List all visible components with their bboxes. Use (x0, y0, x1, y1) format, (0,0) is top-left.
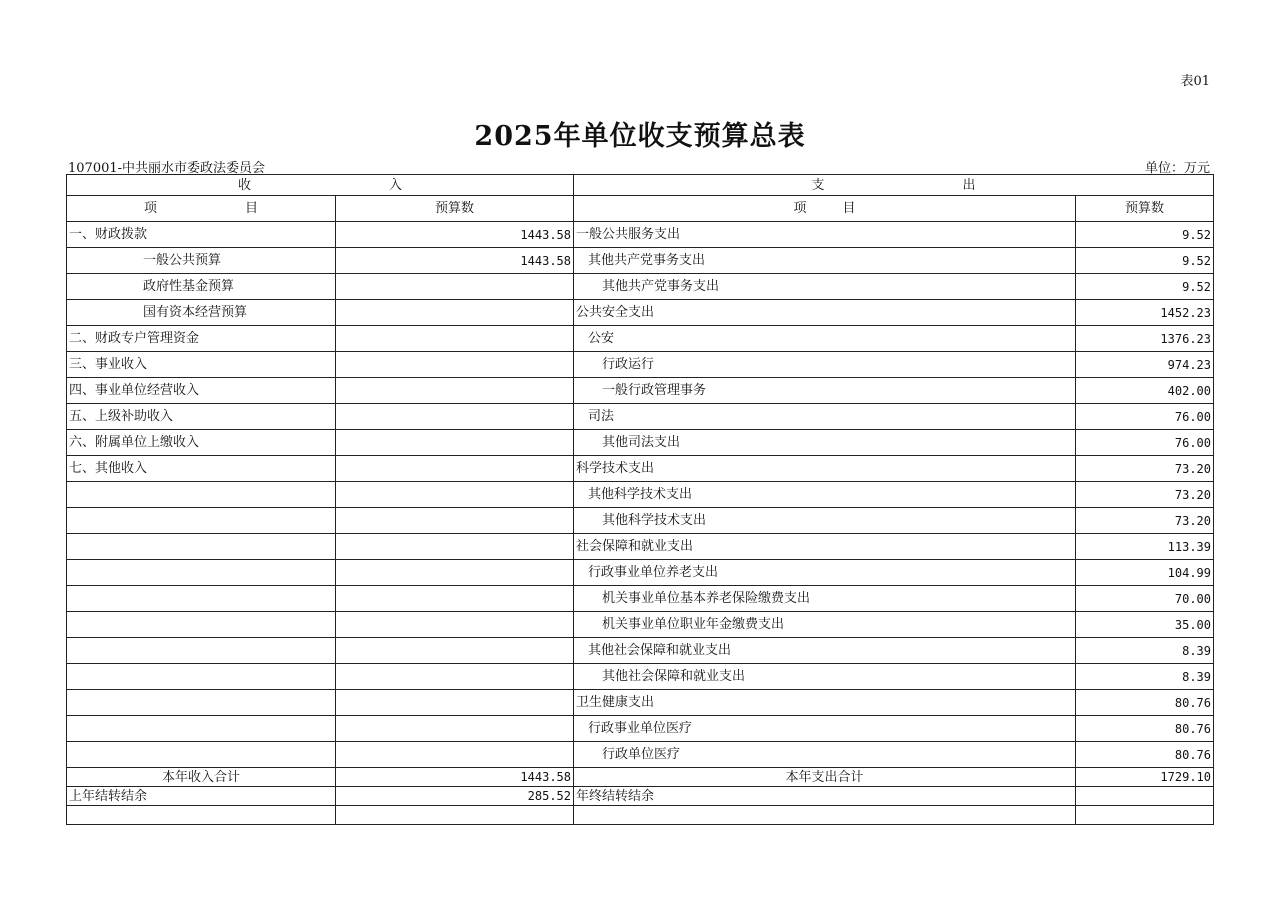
table-row (67, 404, 1214, 430)
expense-item: 其他科学技术支出 (574, 508, 1076, 534)
table-row (67, 560, 1214, 586)
income-amount (336, 586, 574, 612)
income-item (67, 560, 336, 586)
expense-item: 其他社会保障和就业支出 (574, 638, 1076, 664)
carryover-row (67, 787, 1214, 806)
expense-total-amount: 1729.10 (1076, 768, 1214, 787)
income-item: 四、事业单位经营收入 (67, 378, 336, 404)
expense-amount: 104.99 (1076, 560, 1214, 586)
expense-item: 其他司法支出 (574, 430, 1076, 456)
income-item (67, 612, 336, 638)
expense-amount: 80.76 (1076, 742, 1214, 768)
expense-item: 行政运行 (574, 352, 1076, 378)
income-item: 一、财政拨款 (67, 222, 336, 248)
expense-item: 公共安全支出 (574, 300, 1076, 326)
income-amount (336, 716, 574, 742)
table-row (67, 248, 1214, 274)
section-header-row (67, 175, 1214, 196)
table-row (67, 326, 1214, 352)
totals-row (67, 768, 1214, 787)
expense-amount: 76.00 (1076, 430, 1214, 456)
expense-item: 科学技术支出 (574, 456, 1076, 482)
income-amount (336, 690, 574, 716)
income-amount (336, 456, 574, 482)
table-row (67, 300, 1214, 326)
table-row (67, 222, 1214, 248)
blank-cell (574, 806, 1076, 825)
income-item-header (67, 196, 336, 222)
income-item (67, 690, 336, 716)
table-row (67, 482, 1214, 508)
income-amount (336, 560, 574, 586)
income-item: 二、财政专户管理资金 (67, 326, 336, 352)
expense-item: 其他共产党事务支出 (574, 274, 1076, 300)
table-row (67, 352, 1214, 378)
income-item (67, 482, 336, 508)
expense-amount: 974.23 (1076, 352, 1214, 378)
income-item: 政府性基金预算 (67, 274, 336, 300)
income-item (67, 638, 336, 664)
item-header-char-1: 项 (143, 201, 157, 216)
income-amount (336, 352, 574, 378)
item-header-char-2: 目 (842, 201, 856, 216)
income-item (67, 534, 336, 560)
expense-amount-header: 预算数 (1076, 196, 1214, 222)
table-row (67, 534, 1214, 560)
income-amount (336, 664, 574, 690)
income-amount (336, 404, 574, 430)
income-amount (336, 430, 574, 456)
table-row (67, 586, 1214, 612)
expense-item: 社会保障和就业支出 (574, 534, 1076, 560)
table-row (67, 690, 1214, 716)
expense-item: 其他社会保障和就业支出 (574, 664, 1076, 690)
expense-amount: 1376.23 (1076, 326, 1214, 352)
income-header-char-1: 收 (237, 177, 251, 193)
budget-summary-table (66, 174, 1214, 825)
expense-section-header (574, 175, 1214, 196)
expense-amount: 9.52 (1076, 222, 1214, 248)
unit-label: 单位：万元 (1144, 161, 1210, 176)
organization-name: 107001-中共丽水市委政法委员会 (68, 161, 266, 176)
blank-row (67, 806, 1214, 825)
income-amount-header: 预算数 (336, 196, 574, 222)
income-section-header (67, 175, 574, 196)
expense-item: 卫生健康支出 (574, 690, 1076, 716)
income-item: 七、其他收入 (67, 456, 336, 482)
expense-amount: 76.00 (1076, 404, 1214, 430)
expense-amount: 70.00 (1076, 586, 1214, 612)
income-item (67, 664, 336, 690)
expense-amount: 8.39 (1076, 638, 1214, 664)
year-end-carryover-label: 年终结转结余 (574, 787, 1076, 806)
expense-amount: 8.39 (1076, 664, 1214, 690)
table-row (67, 664, 1214, 690)
blank-cell (1076, 806, 1214, 825)
expense-amount: 113.39 (1076, 534, 1214, 560)
expense-item: 公安 (574, 326, 1076, 352)
income-amount (336, 300, 574, 326)
expense-amount: 73.20 (1076, 508, 1214, 534)
income-amount: 1443.58 (336, 248, 574, 274)
income-item: 一般公共预算 (67, 248, 336, 274)
table-row (67, 742, 1214, 768)
income-amount (336, 274, 574, 300)
expense-item: 一般公共服务支出 (574, 222, 1076, 248)
expense-item: 司法 (574, 404, 1076, 430)
item-header-char-1: 项 (793, 201, 807, 216)
income-amount (336, 534, 574, 560)
income-item: 国有资本经营预算 (67, 300, 336, 326)
table-row (67, 456, 1214, 482)
table-row (67, 274, 1214, 300)
income-item (67, 742, 336, 768)
expense-total-label: 本年支出合计 (574, 768, 1076, 787)
item-header-char-2: 目 (245, 201, 259, 216)
expense-amount: 1452.23 (1076, 300, 1214, 326)
expense-item: 其他科学技术支出 (574, 482, 1076, 508)
income-amount (336, 326, 574, 352)
expense-amount: 73.20 (1076, 482, 1214, 508)
expense-amount: 9.52 (1076, 248, 1214, 274)
expense-item: 其他共产党事务支出 (574, 248, 1076, 274)
expense-item: 一般行政管理事务 (574, 378, 1076, 404)
expense-item-header (574, 196, 1076, 222)
income-total-label: 本年收入合计 (67, 768, 336, 787)
prior-year-carryover-label: 上年结转结余 (67, 787, 336, 806)
income-amount: 1443.58 (336, 222, 574, 248)
income-amount (336, 612, 574, 638)
expense-item: 行政事业单位养老支出 (574, 560, 1076, 586)
blank-cell (336, 806, 574, 825)
income-item: 五、上级补助收入 (67, 404, 336, 430)
income-item (67, 716, 336, 742)
income-amount (336, 508, 574, 534)
income-item: 六、附属单位上缴收入 (67, 430, 336, 456)
income-amount (336, 742, 574, 768)
prior-year-carryover-amount: 285.52 (336, 787, 574, 806)
expense-header-char-1: 支 (811, 177, 825, 193)
expense-amount: 9.52 (1076, 274, 1214, 300)
expense-header-char-2: 出 (962, 177, 976, 193)
income-amount (336, 638, 574, 664)
table-row (67, 508, 1214, 534)
expense-amount: 402.00 (1076, 378, 1214, 404)
income-total-amount: 1443.58 (336, 768, 574, 787)
income-amount (336, 482, 574, 508)
expense-amount: 35.00 (1076, 612, 1214, 638)
income-item: 三、事业收入 (67, 352, 336, 378)
table-row (67, 638, 1214, 664)
expense-amount: 73.20 (1076, 456, 1214, 482)
expense-item: 机关事业单位基本养老保险缴费支出 (574, 586, 1076, 612)
blank-cell (67, 806, 336, 825)
table-row (67, 716, 1214, 742)
expense-item: 行政事业单位医疗 (574, 716, 1076, 742)
income-item (67, 508, 336, 534)
expense-item: 行政单位医疗 (574, 742, 1076, 768)
expense-amount: 80.76 (1076, 690, 1214, 716)
income-amount (336, 378, 574, 404)
table-row (67, 612, 1214, 638)
expense-item: 机关事业单位职业年金缴费支出 (574, 612, 1076, 638)
income-item (67, 586, 336, 612)
table-number: 表01 (1180, 74, 1210, 89)
column-header-row (67, 196, 1214, 222)
income-header-char-2: 入 (389, 177, 403, 193)
page-title: 2025年单位收支预算总表 (474, 121, 806, 152)
expense-amount: 80.76 (1076, 716, 1214, 742)
table-row (67, 430, 1214, 456)
table-row (67, 378, 1214, 404)
year-end-carryover-amount (1076, 787, 1214, 806)
